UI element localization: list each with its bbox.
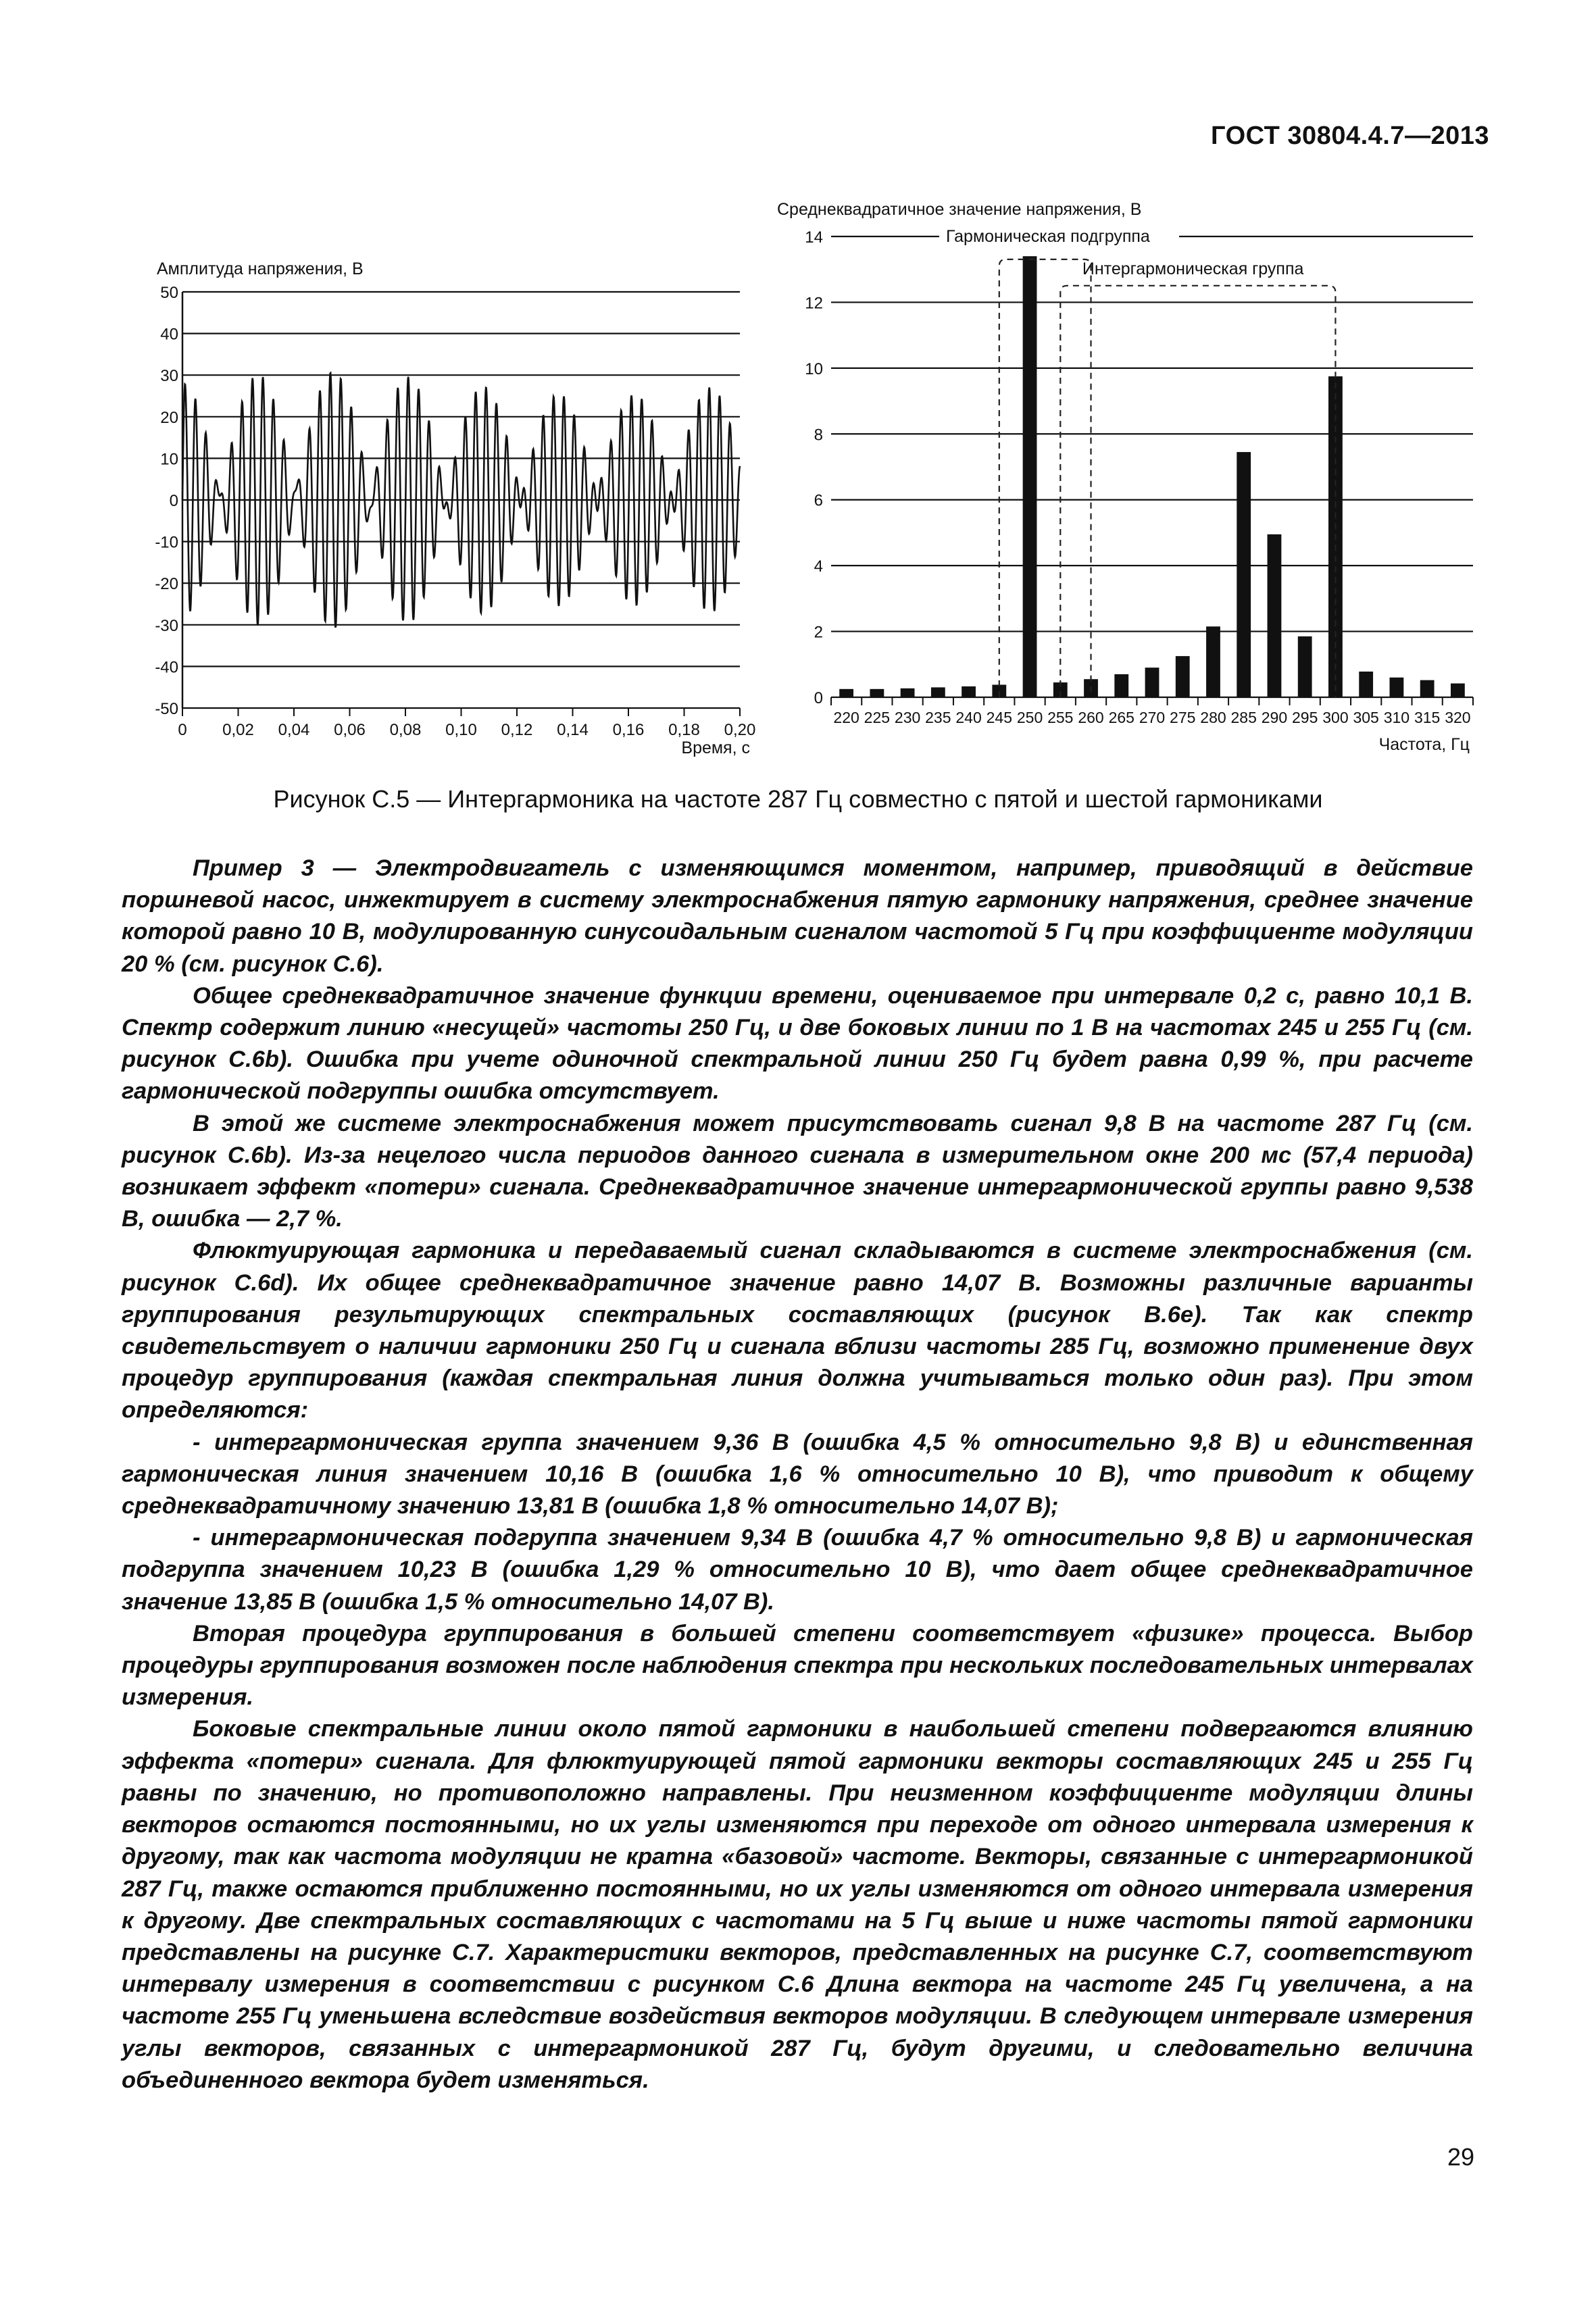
paragraph: Пример 3 — Электродвигатель с изменяющимся моментом, например, приводящий в действие поршневой насос, инжектирует в систему электроснабжения пятую гармонику напряжения, среднее значение которой равно 10 В, модулированную синусоидальным сигналом частотой 5 Гц при коэффициенте модуляции 20 % (см. рисунок С.6). bbox=[122, 855, 1473, 977]
y-tick-label: -50 bbox=[155, 700, 178, 718]
x-tick-label: 300 bbox=[1322, 709, 1349, 726]
y-tick-label: 4 bbox=[814, 557, 823, 576]
x-tick-label: 280 bbox=[1200, 709, 1226, 726]
paragraph: Общее среднеквадратичное значение функции времени, оцениваемое при интервале 0,2 с, равно 10,1 В. Спектр содержит линию «несущей» частоты 250 Гц, и две боковых линии по 1 В на частотах 245 и 255 Гц (см. рисунок С.6b). Ошибка при учете одиночной спектральной линии 250 Гц будет равна 0,99 %, при расчете гармонической подгруппы ошибка отсутствует. bbox=[122, 982, 1473, 1105]
y-tick-label: 40 bbox=[160, 325, 178, 344]
x-tick-label: 305 bbox=[1353, 709, 1379, 726]
x-tick-label: 245 bbox=[986, 709, 1012, 726]
harmonic-subgroup-label: Гармоническая подгруппа bbox=[946, 227, 1150, 246]
y-tick-label: 2 bbox=[814, 623, 823, 642]
y-tick-label: -40 bbox=[155, 658, 178, 677]
spectrum-bar bbox=[1451, 684, 1465, 697]
x-tick-label: 240 bbox=[955, 709, 982, 726]
waveform-figure bbox=[128, 243, 770, 770]
waveform-chart bbox=[128, 243, 770, 770]
spectrum-figure bbox=[764, 196, 1487, 770]
spectrum-bar bbox=[1237, 452, 1251, 697]
paragraph: В этой же системе электроснабжения может присутствовать сигнал 9,8 В на частоте 287 Гц (см. рисунок С.6b). Из-за нецелого числа периодов данного сигнала в измерительном окне 200 мс (57,4 периода) возникает эффект «потери» сигнала. Среднеквадратичное значение интергармонической группы равно 9,538 В, ошибка — 2,7 %. bbox=[122, 1110, 1473, 1232]
x-tick-label: 320 bbox=[1445, 709, 1471, 726]
spectrum-bar bbox=[1176, 656, 1190, 697]
x-tick-label: 220 bbox=[833, 709, 859, 726]
spectrum-bar bbox=[1298, 636, 1312, 697]
list-item: - интергармоническая подгруппа значением 9,34 В (ошибка 4,7 % относительно 9,8 В) и гармоническая подгруппа значением 10,23 В (ошибка 1,29 % относительно 10 В), что дает общее среднеквадратичное значение 13,85 В (ошибка 1,5 % относительно 14,07 В). bbox=[122, 1525, 1473, 1615]
x-tick-label: 290 bbox=[1261, 709, 1288, 726]
page-number: 29 bbox=[1447, 2143, 1474, 2171]
spectrum-bar bbox=[1145, 668, 1159, 697]
paragraph: Вторая процедура группирования в большей степени соответствует «физике» процесса. Выбор процедуры группирования возможен после наблюдения спектра при нескольких последовательных интервалах измерения. bbox=[122, 1620, 1473, 1711]
y-tick-label: 12 bbox=[805, 294, 823, 313]
x-tick-label: 0,18 bbox=[668, 721, 700, 739]
paragraph: Флюктуирующая гармоника и передаваемый сигнал складываются в системе электроснабжения (см. рисунок С.6d). Их общее среднеквадратичное значение равно 14,07 В. Возможны различные варианты группирования результирующих спектральных составляющих (рисунок В.6е). Так как спектр свидетельствует о наличии гармоники 250 Гц и сигнала вблизи частоты 285 Гц, возможно применение двух процедур группирования (каждая спектральная линия должна учитываться только один раз). При этом определяются: bbox=[122, 1238, 1473, 1424]
spectrum-bar bbox=[1206, 626, 1220, 697]
spectrum-bar bbox=[1023, 256, 1037, 697]
y-tick-label: 20 bbox=[160, 408, 178, 427]
spectrum-chart bbox=[764, 196, 1487, 770]
y-tick-label: 0 bbox=[814, 689, 823, 707]
y-tick-label: 6 bbox=[814, 491, 823, 510]
y-tick-label: 10 bbox=[160, 450, 178, 469]
paragraph: Боковые спектральные линии около пятой гармоники в наибольшей степени подвергаются влиянию эффекта «потери» сигнала. Для флюктуирующей пятой гармоники векторы составляющих 245 и 255 Гц равны по значению, но противоположно направлены. При неизменном коэффициенте модуляции длины векторов остаются постоянными, но их углы изменяются при переходе от одного интервала измерения к другому, так как частота модуляции не кратна «базовой» частоте. Векторы, связанные с интергармоникой 287 Гц, также остаются приближенно постоянными, но их углы изменяются от одного интервала измерения к другому. Две спектральных составляющих с частотами на 5 Гц выше и ниже частоты пятой гармоники представлены на рисунке С.7. Характеристики векторов, представленных на рисунке С.7, соответствуют интервалу измерения в соответствии с рисунком С.6 Длина вектора на частоте 245 Гц увеличена, а на частоте 255 Гц уменьшена вследствие воздействия векторов модуляции. В следующем интервале измерения углы векторов, связанных с интергармоникой 287 Гц, будут другими, и следовательно величина объединенного вектора будет изменяться. bbox=[122, 1716, 1473, 2093]
y-tick-label: 14 bbox=[805, 228, 823, 247]
document-id: ГОСТ 30804.4.7—2013 bbox=[1211, 122, 1489, 150]
x-tick-label: 0,16 bbox=[612, 721, 645, 739]
spectrum-bar bbox=[1390, 678, 1404, 697]
figure-caption: Рисунок С.5 — Интергармоника на частоте 287 Гц совместно с пятой и шестой гармониками bbox=[273, 785, 1323, 813]
y-tick-label: 8 bbox=[814, 426, 823, 445]
spectrum-bar bbox=[901, 688, 915, 697]
x-tick-label: 0,04 bbox=[278, 721, 310, 739]
waveform-xlabel: Время, с bbox=[681, 738, 750, 757]
y-tick-label: 10 bbox=[805, 359, 823, 378]
x-tick-label: 310 bbox=[1383, 709, 1410, 726]
x-tick-label: 260 bbox=[1078, 709, 1104, 726]
y-tick-label: 30 bbox=[160, 367, 178, 386]
spectrum-bar bbox=[1420, 680, 1435, 697]
x-tick-label: 0,14 bbox=[557, 721, 589, 739]
spectrum-xlabel: Частота, Гц bbox=[1378, 735, 1470, 754]
y-tick-label: -10 bbox=[155, 533, 178, 552]
list-item: - интергармоническая группа значением 9,36 В (ошибка 4,5 % относительно 9,8 В) и единственная гармоническая линия значением 10,16 В (ошибка 1,6 % относительно 10 В), что приводит к общему среднеквадратичному значению 13,81 В (ошибка 1,8 % относительно 14,07 В); bbox=[122, 1429, 1473, 1519]
spectrum-bar bbox=[931, 687, 945, 697]
spectrum-bar bbox=[1114, 674, 1128, 697]
spectrum-bar bbox=[870, 689, 884, 697]
x-tick-label: 0,12 bbox=[501, 721, 533, 739]
interharmonic-group-label: Интергармоническая группа bbox=[1082, 259, 1304, 279]
x-tick-label: 285 bbox=[1230, 709, 1257, 726]
x-tick-label: 0 bbox=[178, 721, 187, 739]
y-tick-label: 0 bbox=[169, 492, 178, 510]
x-tick-label: 255 bbox=[1047, 709, 1074, 726]
x-tick-label: 0,10 bbox=[445, 721, 477, 739]
x-tick-label: 225 bbox=[864, 709, 891, 726]
y-tick-label: 50 bbox=[160, 284, 178, 302]
y-tick-label: -20 bbox=[155, 575, 178, 594]
x-tick-label: 295 bbox=[1292, 709, 1318, 726]
x-tick-label: 275 bbox=[1170, 709, 1196, 726]
x-tick-label: 230 bbox=[894, 709, 921, 726]
x-tick-label: 235 bbox=[925, 709, 951, 726]
spectrum-bar bbox=[962, 686, 976, 697]
x-tick-label: 0,20 bbox=[724, 721, 756, 739]
x-tick-label: 0,08 bbox=[389, 721, 422, 739]
spectrum-bar bbox=[839, 689, 853, 697]
x-tick-label: 250 bbox=[1016, 709, 1043, 726]
spectrum-bar bbox=[1359, 672, 1373, 697]
x-tick-label: 265 bbox=[1108, 709, 1134, 726]
y-tick-label: -30 bbox=[155, 616, 178, 635]
interharmonic-group-bracket bbox=[1060, 286, 1335, 697]
waveform-ylabel: Амплитуда напряжения, В bbox=[157, 259, 364, 278]
body-text bbox=[122, 853, 1473, 2096]
spectrum-bar bbox=[1268, 534, 1282, 697]
x-tick-label: 0,02 bbox=[222, 721, 254, 739]
x-tick-label: 315 bbox=[1414, 709, 1441, 726]
x-tick-label: 270 bbox=[1139, 709, 1166, 726]
spectrum-ylabel: Среднеквадратичное значение напряжения, В bbox=[777, 200, 1142, 219]
x-tick-label: 0,06 bbox=[334, 721, 366, 739]
